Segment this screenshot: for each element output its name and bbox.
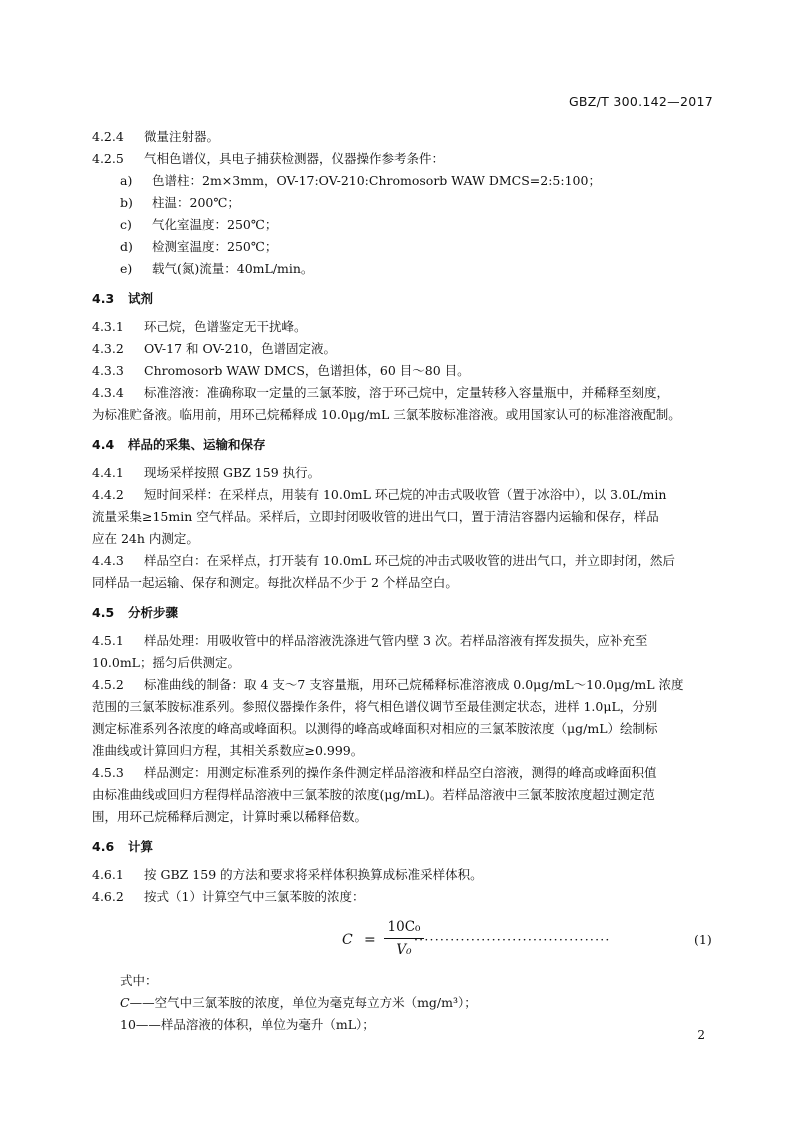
formula-equals: =	[364, 932, 376, 948]
item-text: 气化室温度：250℃；	[152, 217, 278, 232]
clause-text: 现场采样按照 GBZ 159 执行。	[144, 465, 321, 480]
clause-continuation	[92, 506, 722, 528]
clause-text: 环己烷，色谱鉴定无干扰峰。	[144, 319, 307, 334]
clause-continuation	[92, 572, 722, 594]
section-heading-4-4	[92, 434, 722, 456]
section-number: 4.6	[92, 839, 115, 854]
clause-continuation	[92, 696, 722, 718]
list-item	[92, 214, 722, 236]
clause-text: 应在 24h 内测定。	[92, 531, 199, 546]
item-label: a)	[120, 173, 133, 188]
item-label: c)	[120, 217, 132, 232]
clause-4-3-3	[92, 360, 722, 382]
list-item	[92, 236, 722, 258]
clause-4-2-4	[92, 126, 722, 148]
clause-number: 4.4.1	[92, 465, 124, 480]
clause-continuation	[92, 528, 722, 550]
fraction-numerator: 10C₀	[387, 919, 421, 935]
item-label: e)	[120, 261, 133, 276]
clause-number: 4.5.2	[92, 677, 124, 692]
formula-leader-dots: ······································	[414, 932, 611, 947]
clause-continuation	[92, 806, 722, 828]
clause-continuation	[92, 718, 722, 740]
clause-number: 4.6.1	[92, 867, 124, 882]
clause-number: 4.2.5	[92, 151, 124, 166]
clause-text: 准曲线或计算回归方程，其相关系数应≥0.999。	[92, 743, 364, 758]
clause-text: 样品测定：用测定标准系列的操作条件测定样品溶液和样品空白溶液，测得的峰高或峰面积值	[144, 765, 657, 780]
section-title: 样品的采集、运输和保存	[128, 437, 266, 452]
clause-4-3-2	[92, 338, 722, 360]
clause-4-5-2	[92, 674, 722, 696]
item-text: 检测室温度：250℃；	[152, 239, 278, 254]
clause-text: 同样品一起运输、保存和测定。每批次样品不少于 2 个样品空白。	[92, 575, 458, 590]
item-text: 载气(氮)流量：40mL/min。	[152, 261, 314, 276]
clause-text: 10.0mL；摇匀后供测定。	[92, 655, 240, 670]
variable-description: ——样品溶液的体积，单位为毫升（mL）；	[135, 1017, 375, 1032]
list-item	[92, 170, 722, 192]
where-label: 式中：	[120, 973, 158, 988]
section-heading-4-3	[92, 288, 722, 310]
clause-4-4-2	[92, 484, 722, 506]
clause-continuation	[92, 404, 722, 426]
clause-number: 4.3.3	[92, 363, 124, 378]
clause-number: 4.3.4	[92, 385, 124, 400]
clause-4-4-1	[92, 462, 722, 484]
clause-text: 围，用环己烷稀释后测定，计算时乘以稀释倍数。	[92, 809, 368, 824]
item-text: 柱温：200℃；	[152, 195, 240, 210]
section-title: 计算	[128, 839, 154, 854]
clause-4-6-1	[92, 864, 722, 886]
clause-number: 4.4.3	[92, 553, 124, 568]
section-title: 分析步骤	[128, 605, 179, 620]
clause-text: 样品处理：用吸收管中的样品溶液洗涤进气管内壁 3 次。若样品溶液有挥发损失，应补充至	[144, 633, 648, 648]
clause-4-5-1	[92, 630, 722, 652]
document-code: GBZ/T 300.142—2017	[568, 94, 713, 109]
clause-text: 由标准曲线或回归方程得样品溶液中三氯苯胺的浓度(μg/mL)。若样品溶液中三氯苯胺浓度超过测定范	[92, 787, 655, 802]
variable-description: ——空气中三氯苯胺的浓度，单位为毫克每立方米（mg/m³）；	[129, 995, 477, 1010]
clause-text: 气相色谱仪，具电子捕获检测器，仪器操作参考条件：	[144, 151, 445, 166]
item-text: 色谱柱：2m×3mm，OV-17:OV-210:Chromosorb WAW DMCS=2:5:100；	[152, 173, 601, 188]
section-heading-4-6	[92, 836, 722, 858]
clause-text: Chromosorb WAW DMCS，色谱担体，60 目～80 目。	[144, 363, 470, 378]
clause-text: 标准溶液：准确称取一定量的三氯苯胺，溶于环己烷中，定量转移入容量瓶中，并稀释至刻度，	[144, 385, 670, 400]
clause-continuation	[92, 740, 722, 762]
clause-4-5-3	[92, 762, 722, 784]
clause-text: 为标准贮备液。临用前，用环己烷稀释成 10.0μg/mL 三氯苯胺标准溶液。或用国家认可的标准溶液配制。	[92, 407, 681, 422]
variable-symbol: 10	[120, 1017, 136, 1032]
clause-text: 测定标准系列各浓度的峰高或峰面积。以测得的峰高或峰面积对相应的三氯苯胺浓度（μg/mL）绘制标	[92, 721, 658, 736]
section-number: 4.5	[92, 605, 115, 620]
clause-text: 按 GBZ 159 的方法和要求将采样体积换算成标准采样体积。	[144, 867, 483, 882]
clause-number: 4.6.2	[92, 889, 124, 904]
clause-number: 4.5.1	[92, 633, 124, 648]
formula-1	[92, 916, 722, 970]
clause-number: 4.2.4	[92, 129, 124, 144]
clause-4-3-1	[92, 316, 722, 338]
clause-number: 4.4.2	[92, 487, 124, 502]
clause-text: 短时间采样：在采样点，用装有 10.0mL 环己烷的冲击式吸收管（置于冰浴中），以 3.0L/min	[144, 487, 667, 502]
variable-definition	[92, 992, 722, 1014]
clause-text: 范围的三氯苯胺标准系列。参照仪器操作条件，将气相色谱仪调节至最佳测定状态，进样 1.0μL，分别	[92, 699, 658, 714]
item-label: b)	[120, 195, 133, 210]
section-heading-4-5	[92, 602, 722, 624]
item-label: d)	[120, 239, 133, 254]
variable-symbol: C	[120, 995, 130, 1010]
clause-number: 4.3.2	[92, 341, 124, 356]
section-title: 试剂	[128, 291, 154, 306]
clause-continuation	[92, 652, 722, 674]
section-number: 4.4	[92, 437, 115, 452]
clause-number: 4.5.3	[92, 765, 124, 780]
equation-number: (1)	[694, 932, 712, 947]
page-body	[92, 126, 722, 1036]
clause-4-3-4	[92, 382, 722, 404]
clause-4-2-5	[92, 148, 722, 170]
clause-text: OV-17 和 OV-210，色谱固定液。	[144, 341, 336, 356]
clause-text: 流量采集≥15min 空气样品。采样后，立即封闭吸收管的进出气口，置于清洁容器内运输和保存，样品	[92, 509, 659, 524]
clause-text: 样品空白：在采样点，打开装有 10.0mL 环己烷的冲击式吸收管的进出气口，并立即封闭，然后	[144, 553, 675, 568]
clause-text: 标准曲线的制备：取 4 支～7 支容量瓶，用环己烷稀释标准溶液成 0.0μg/mL～10.0μg/mL 浓度	[144, 677, 684, 692]
clause-text: 按式（1）计算空气中三氯苯胺的浓度：	[144, 889, 365, 904]
list-item	[92, 258, 722, 280]
clause-text: 微量注射器。	[144, 129, 220, 144]
list-item	[92, 192, 722, 214]
section-number: 4.3	[92, 291, 115, 306]
clause-4-6-2	[92, 886, 722, 908]
fraction-denominator: V₀	[396, 942, 412, 958]
clause-continuation	[92, 784, 722, 806]
clause-number: 4.3.1	[92, 319, 124, 334]
clause-4-4-3	[92, 550, 722, 572]
variable-definition	[92, 1014, 722, 1036]
page-number: 2	[697, 1028, 705, 1042]
formula-lhs: C	[342, 932, 353, 948]
